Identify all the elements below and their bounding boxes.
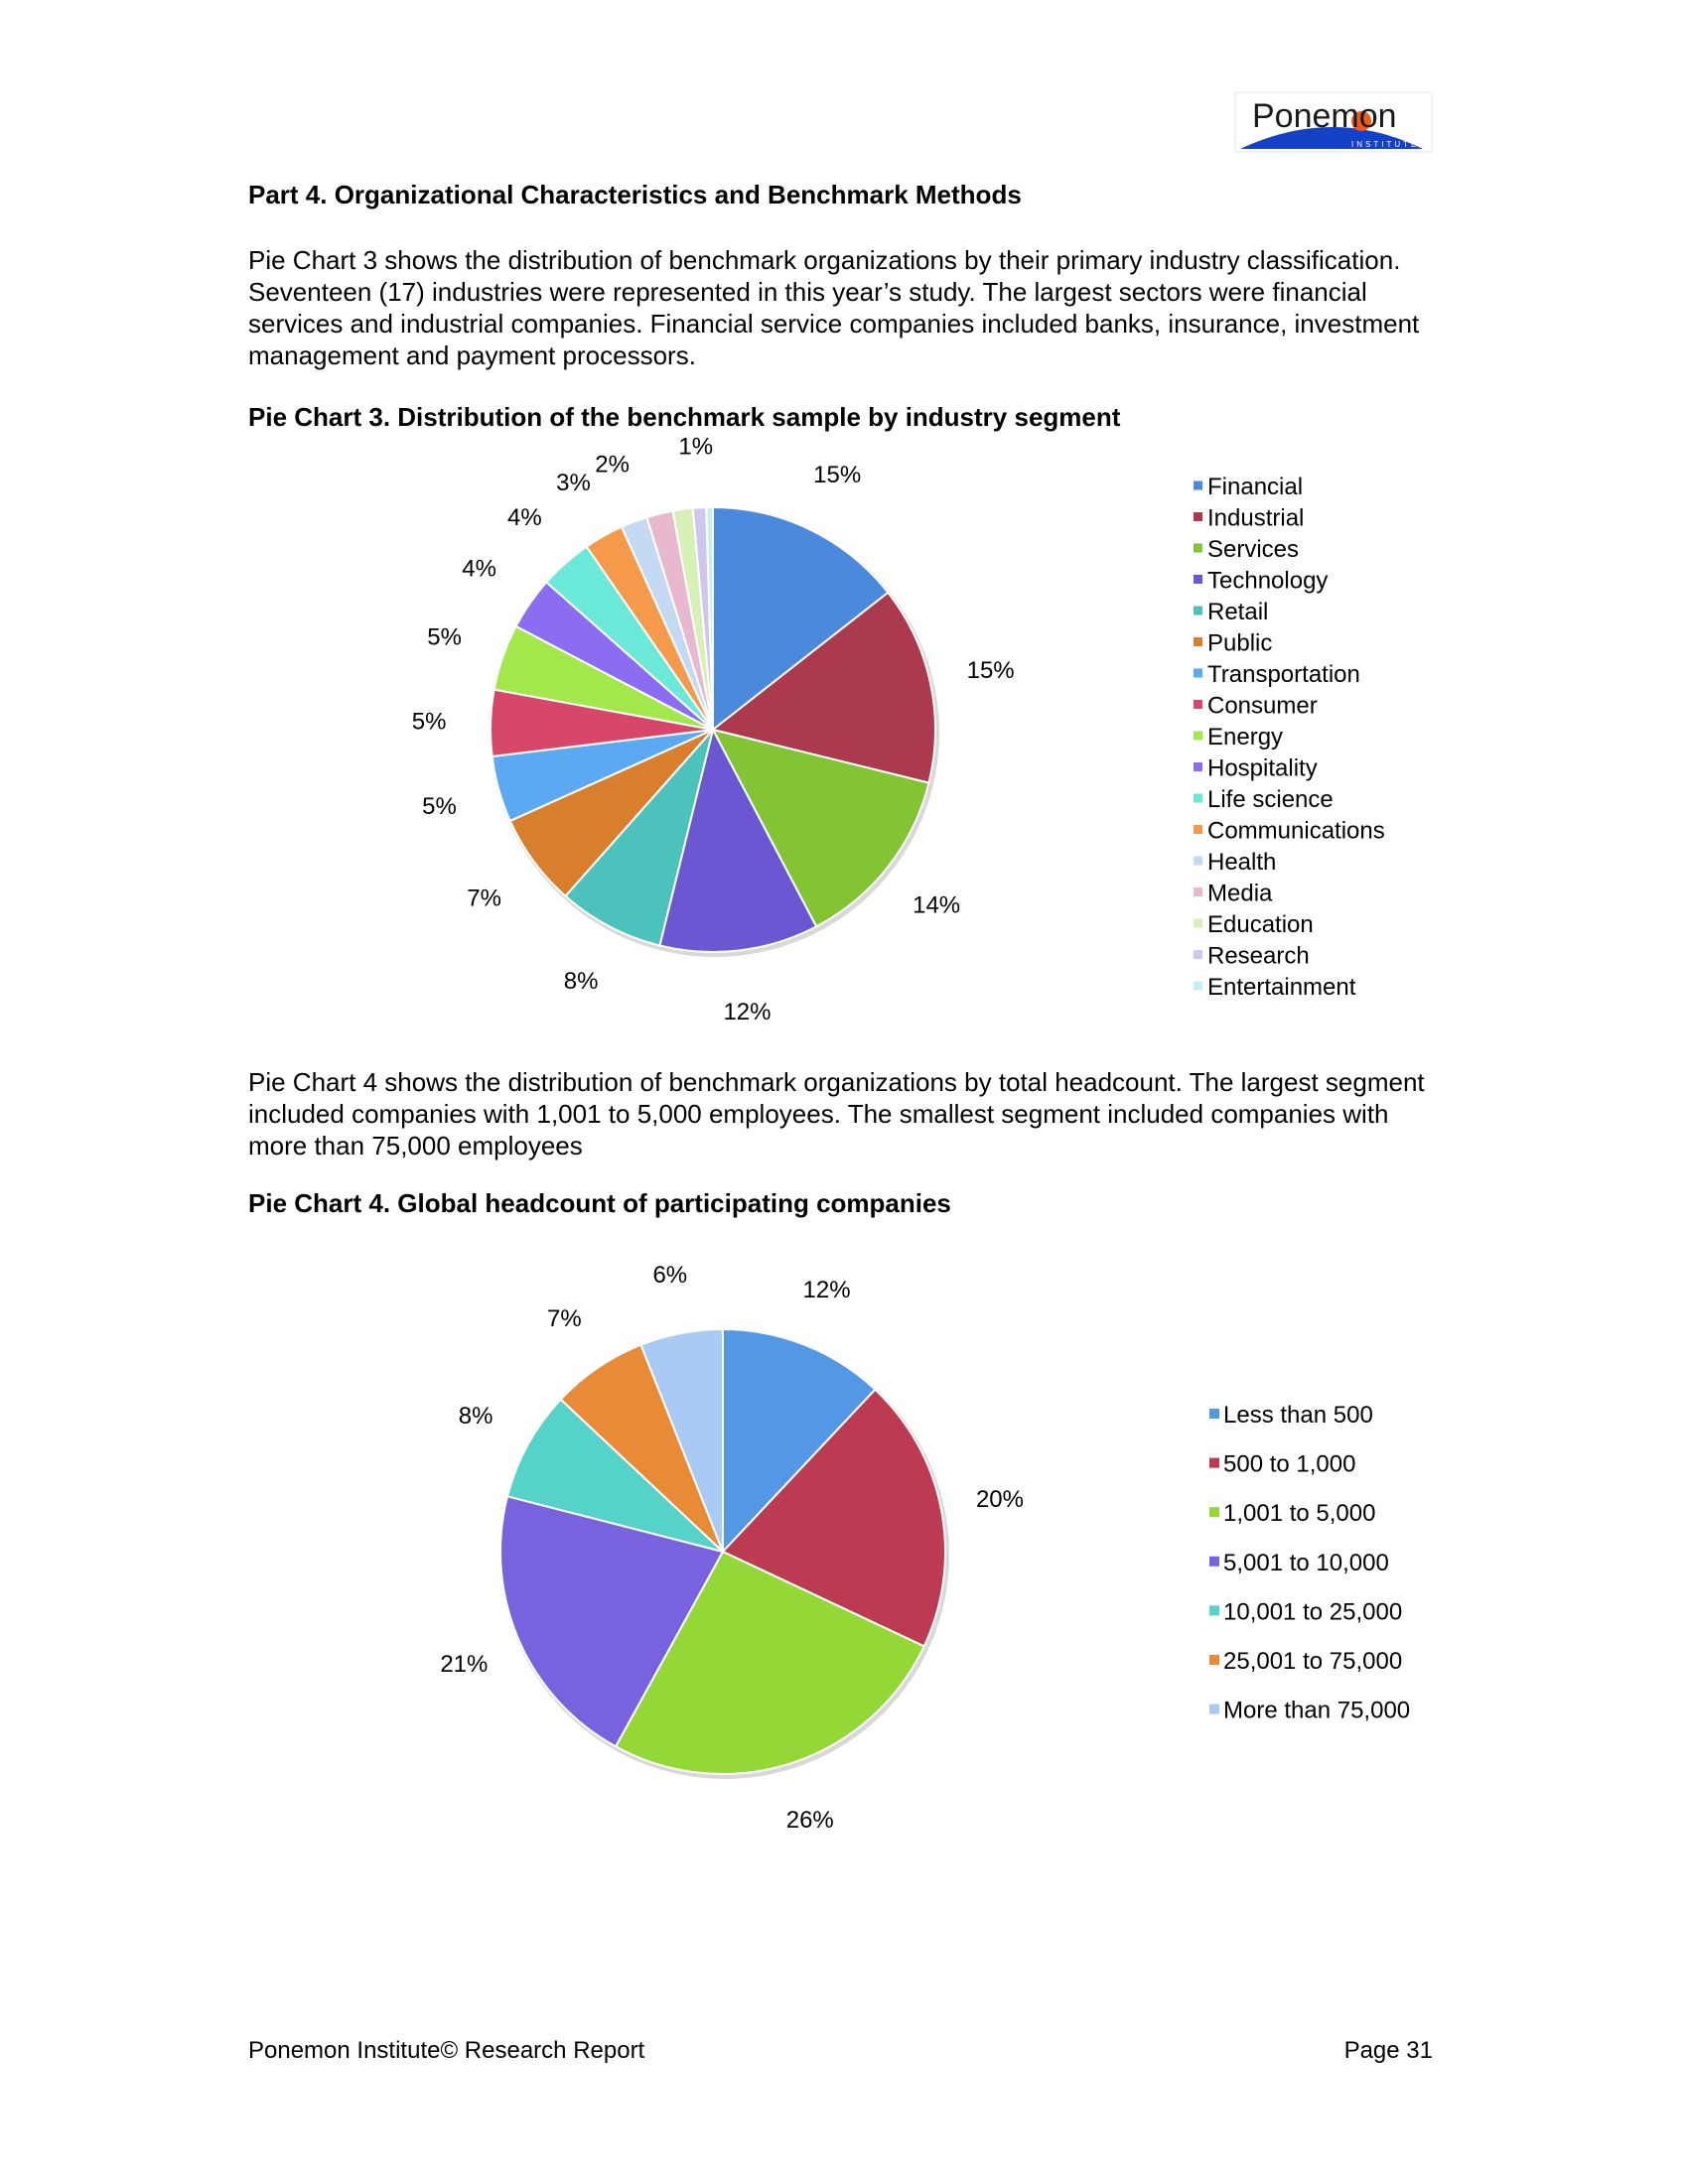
footer-page-number: Page 31 xyxy=(1343,2037,1433,2064)
industry-pie xyxy=(491,507,939,957)
intro-paragraph: Pie Chart 3 shows the distribution of benchmark organizations by their primary industry classification. Seventeen (17) industries were represented in this year’s study. The largest sectors were financial services and industrial companies. Financial service companies included banks, insurance, investment management and payment processors. xyxy=(248,245,1420,370)
headcount-legend-swatch-10-001-to-25-000 xyxy=(1209,1605,1219,1615)
industry-label-communications: 3% xyxy=(556,469,591,496)
industry-legend-swatch-financial xyxy=(1194,481,1202,490)
headcount-label-more-than-75-000: 6% xyxy=(652,1262,688,1290)
headcount-legend-5-001-to-10-000: 5,001 to 10,000 xyxy=(1223,1549,1389,1576)
industry-legend-swatch-education xyxy=(1194,919,1202,928)
headcount-legend-less-than-500: Less than 500 xyxy=(1223,1402,1373,1429)
headcount-label-less-than-500: 12% xyxy=(802,1276,851,1303)
industry-legend-consumer: Consumer xyxy=(1207,692,1318,720)
industry-label-hospitality: 4% xyxy=(462,555,496,583)
headcount-legend-swatch-more-than-75-000 xyxy=(1209,1705,1219,1714)
industry-legend-research: Research xyxy=(1207,942,1310,970)
industry-legend-media: Media xyxy=(1207,880,1273,907)
industry-legend-transportation: Transportation xyxy=(1207,661,1360,688)
industry-label-retail: 8% xyxy=(563,968,599,996)
headcount-legend-more-than-75-000: More than 75,000 xyxy=(1223,1697,1411,1724)
industry-legend-communications: Communications xyxy=(1207,817,1385,845)
industry-legend-hospitality: Hospitality xyxy=(1207,754,1318,782)
headcount-label-500-to-1-000: 20% xyxy=(975,1485,1024,1513)
industry-legend-financial: Financial xyxy=(1207,474,1304,500)
headcount-legend-swatch-less-than-500 xyxy=(1209,1409,1219,1419)
industry-legend-swatch-services xyxy=(1194,544,1202,553)
headcount-legend-1-001-to-5-000: 1,001 to 5,000 xyxy=(1223,1500,1376,1528)
industry-legend-health: Health xyxy=(1207,849,1277,876)
industry-label-transportation: 5% xyxy=(422,792,457,820)
industry-legend-technology: Technology xyxy=(1207,567,1329,595)
industry-legend-swatch-consumer xyxy=(1194,700,1202,709)
headcount-paragraph: Pie Chart 4 shows the distribution of benchmark organizations by total headcount. The largest segment included companies with 1,001 to 5,000 employees. The smallest segment included companies with more than 75,000 employees xyxy=(248,1067,1425,1160)
industry-legend-swatch-technology xyxy=(1194,575,1202,584)
industry-label-financial: 15% xyxy=(813,461,862,488)
industry-legend-public: Public xyxy=(1207,629,1273,657)
industry-legend-swatch-communications xyxy=(1194,825,1202,834)
headcount-legend-swatch-500-to-1-000 xyxy=(1209,1458,1219,1468)
logo-subtext: INSTITUTE xyxy=(1351,140,1420,149)
industry-legend-education: Education xyxy=(1207,911,1314,938)
headcount-legend-swatch-25-001-to-75-000 xyxy=(1209,1655,1219,1665)
industry-label-research: 1% xyxy=(678,433,714,461)
headcount-label-10-001-to-25-000: 8% xyxy=(458,1403,493,1431)
headcount-label-25-001-to-75-000: 7% xyxy=(547,1305,582,1333)
industry-legend-life-science: Life science xyxy=(1207,786,1334,813)
headcount-legend-25-001-to-75-000: 25,001 to 75,000 xyxy=(1223,1648,1403,1675)
industry-legend-swatch-hospitality xyxy=(1194,762,1202,771)
industry-label-life-science: 4% xyxy=(507,503,542,531)
industry-legend-industrial: Industrial xyxy=(1207,504,1305,532)
industry-legend-swatch-public xyxy=(1194,637,1202,646)
industry-legend-swatch-transportation xyxy=(1194,669,1202,678)
section-title: Part 4. Organizational Characteristics and Benchmark Methods xyxy=(248,180,1022,209)
logo-wordmark: Ponemon xyxy=(1252,97,1397,135)
industry-legend-swatch-retail xyxy=(1194,607,1202,615)
chart3-title: Pie Chart 3. Distribution of the benchmark sample by industry segment xyxy=(248,402,1121,432)
headcount-legend-500-to-1-000: 500 to 1,000 xyxy=(1223,1450,1356,1478)
headcount-legend-swatch-1-001-to-5-000 xyxy=(1209,1507,1219,1517)
industry-legend-swatch-energy xyxy=(1194,732,1202,741)
headcount-label-1-001-to-5-000: 26% xyxy=(785,1807,834,1835)
industry-label-industrial: 15% xyxy=(966,656,1015,684)
industry-label-consumer: 5% xyxy=(411,708,447,736)
headcount-pie xyxy=(500,1329,949,1779)
industry-label-technology: 12% xyxy=(723,998,772,1025)
industry-legend-swatch-media xyxy=(1194,887,1202,896)
headcount-label-5-001-to-10-000: 21% xyxy=(440,1650,489,1678)
industry-label-services: 14% xyxy=(913,891,961,919)
chart4-title: Pie Chart 4. Global headcount of participating companies xyxy=(248,1188,951,1218)
industry-legend-swatch-entertainment xyxy=(1194,982,1202,991)
industry-legend-energy: Energy xyxy=(1207,724,1284,751)
industry-legend-swatch-industrial xyxy=(1194,512,1202,521)
industry-label-energy: 5% xyxy=(427,623,462,651)
industry-legend-entertainment: Entertainment xyxy=(1207,974,1356,1001)
industry-legend-swatch-health xyxy=(1194,857,1202,866)
headcount-legend-swatch-5-001-to-10-000 xyxy=(1209,1557,1219,1567)
industry-legend-swatch-life-science xyxy=(1194,794,1202,803)
industry-legend-services: Services xyxy=(1207,536,1300,563)
industry-legend-swatch-research xyxy=(1194,950,1202,959)
footer-left: Ponemon Institute© Research Report xyxy=(248,2037,645,2064)
industry-label-public: 7% xyxy=(467,885,501,912)
headcount-legend-10-001-to-25-000: 10,001 to 25,000 xyxy=(1223,1598,1403,1626)
industry-label-health: 2% xyxy=(595,451,630,478)
industry-legend-retail: Retail xyxy=(1207,599,1269,625)
